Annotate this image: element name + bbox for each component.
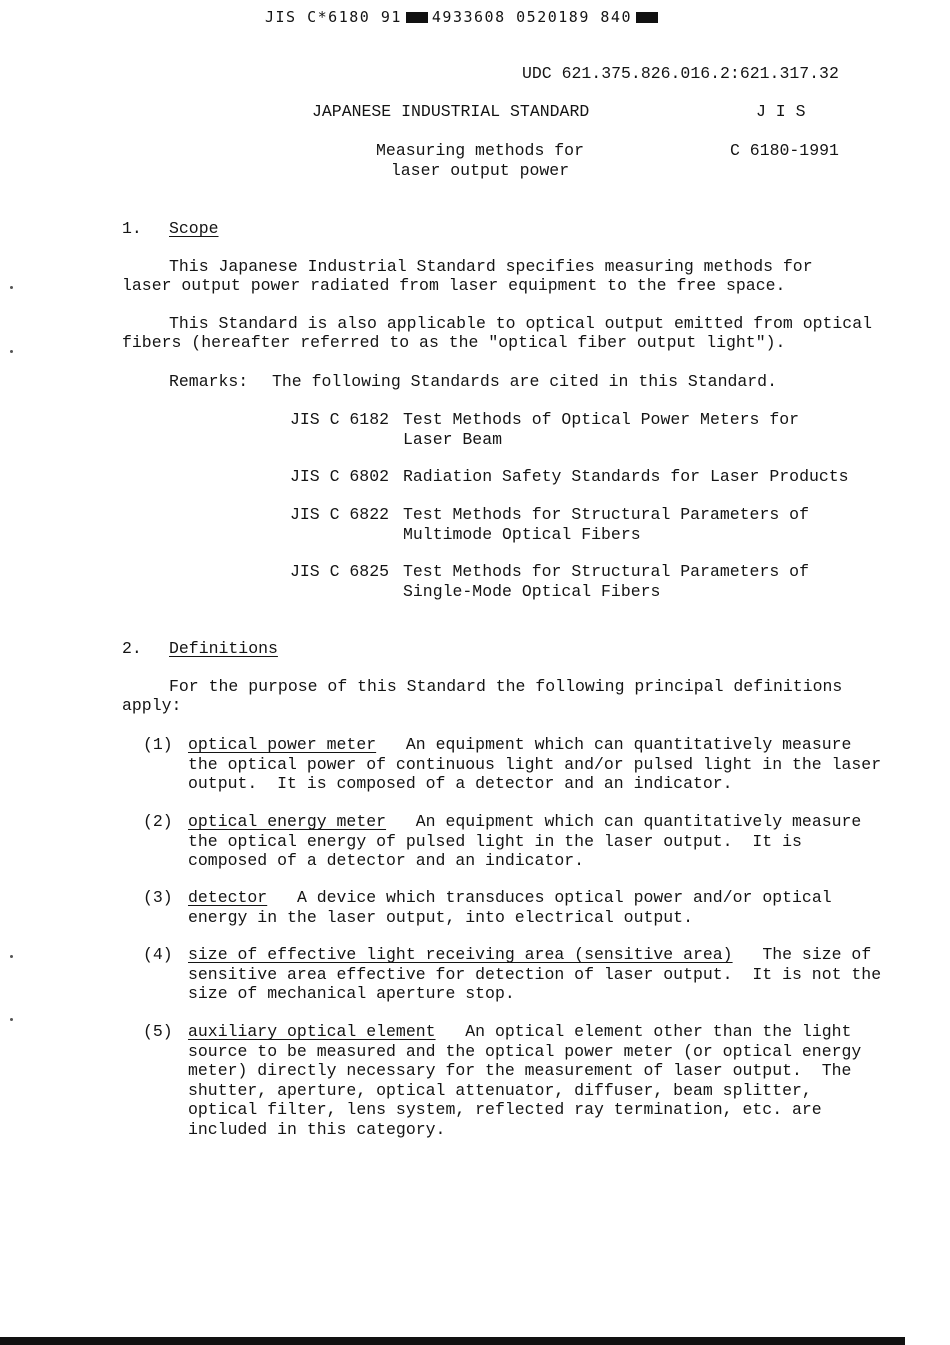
def-text: size of mechanical aperture stop. xyxy=(188,984,515,1003)
def-number: (4) xyxy=(143,945,173,964)
scan-dot xyxy=(10,1018,13,1021)
def-text: composed of a detector and an indicator. xyxy=(188,851,585,870)
scan-dot xyxy=(10,286,13,289)
def-number: (2) xyxy=(143,812,173,831)
remarks-label: Remarks: xyxy=(169,372,249,391)
def-number: (1) xyxy=(143,735,173,754)
def-text: output. It is composed of a detector and an indicator. xyxy=(188,774,733,793)
section-1-heading: Scope xyxy=(169,219,219,238)
cited-code: JIS C 6802 xyxy=(290,467,390,486)
def-number: (5) xyxy=(143,1022,173,1041)
doc-title-line2: laser output power xyxy=(390,160,570,180)
cited-title xyxy=(403,505,809,544)
cited-title-line1: Test Methods for Structural Parameters of xyxy=(403,562,809,581)
jis-label: J I S xyxy=(756,102,806,121)
definitions-intro-line1: For the purpose of this Standard the following principal definitions xyxy=(169,677,843,696)
code-left: JIS C*6180 91 xyxy=(265,8,402,26)
udc-number: UDC 621.375.826.016.2:621.317.32 xyxy=(522,64,839,83)
cited-title-line2: Single-Mode Optical Fibers xyxy=(403,581,661,601)
definition-item-1 xyxy=(188,735,881,794)
def-text: included in this category. xyxy=(188,1119,446,1139)
definitions-intro-line2: apply: xyxy=(122,696,182,715)
code-right: 4933608 0520189 840 xyxy=(431,8,632,26)
scope-p1-line2: laser output power radiated from laser equipment to the free space. xyxy=(122,276,786,295)
cited-code: JIS C 6825 xyxy=(290,562,390,581)
def-term: size of effective light receiving area (sensitive area) xyxy=(188,945,733,964)
def-text: energy in the laser output, into electrical output. xyxy=(188,907,693,927)
def-term: detector xyxy=(188,888,268,907)
definition-item-5 xyxy=(188,1022,861,1139)
def-text: An equipment which can quantitatively measure xyxy=(405,735,852,754)
def-text: An equipment which can quantitatively measure xyxy=(415,812,862,831)
cited-title-line1: Test Methods for Structural Parameters of xyxy=(403,505,809,524)
scan-dot xyxy=(10,955,13,958)
definition-item-2 xyxy=(188,812,861,871)
scope-p1-line1: This Japanese Industrial Standard specifies measuring methods for xyxy=(169,257,813,276)
def-term: optical energy meter xyxy=(188,812,387,831)
def-text: The size of xyxy=(762,945,872,964)
def-text: sensitive area effective for detection of laser output. It is not the xyxy=(188,964,882,984)
cited-title-line2: Multimode Optical Fibers xyxy=(403,524,641,544)
def-text: optical filter, lens system, reflected ray termination, etc. are xyxy=(188,1100,822,1119)
def-text: meter) directly necessary for the measurement of laser output. The xyxy=(188,1061,852,1080)
definition-item-3 xyxy=(188,888,832,927)
cited-title xyxy=(403,562,809,601)
section-2-heading: Definitions xyxy=(169,639,278,658)
def-text: the optical power of continuous light and/or pulsed light in the laser xyxy=(188,754,882,774)
scan-code-line xyxy=(265,8,662,28)
doc-title xyxy=(330,141,630,180)
definition-item-4 xyxy=(188,945,881,1004)
cited-title-line2: Laser Beam xyxy=(403,429,503,449)
def-term: auxiliary optical element xyxy=(188,1022,436,1041)
def-text: shutter, aperture, optical attenuator, diffuser, beam splitter, xyxy=(188,1080,812,1100)
def-term: optical power meter xyxy=(188,735,377,754)
black-mark-icon xyxy=(406,12,428,23)
def-text: An optical element other than the light xyxy=(465,1022,852,1041)
def-text: source to be measured and the optical power meter (or optical energy xyxy=(188,1041,862,1061)
scope-p2-line2: fibers (hereafter referred to as the "optical fiber output light"). xyxy=(122,333,786,352)
def-text: the optical energy of pulsed light in the laser output. It is xyxy=(188,831,802,851)
cited-title-line1: Test Methods of Optical Power Meters for xyxy=(403,410,800,429)
cited-code: JIS C 6182 xyxy=(290,410,390,429)
cited-code: JIS C 6822 xyxy=(290,505,390,524)
def-text: A device which transduces optical power and/or optical xyxy=(296,888,832,907)
black-mark-icon xyxy=(636,12,658,23)
bottom-scan-bar xyxy=(0,1337,905,1345)
section-1-number: 1. xyxy=(122,219,142,238)
remarks-text: The following Standards are cited in this Standard. xyxy=(272,372,777,391)
cited-title xyxy=(403,410,799,449)
scan-dot xyxy=(10,350,13,353)
scope-p2-line1: This Standard is also applicable to optical output emitted from optical xyxy=(169,314,873,333)
doc-number: C 6180-1991 xyxy=(730,141,839,160)
section-2-number: 2. xyxy=(122,639,142,658)
doc-title-line1: Measuring methods for xyxy=(376,141,584,160)
cited-title: Radiation Safety Standards for Laser Products xyxy=(403,467,849,486)
standard-title: JAPANESE INDUSTRIAL STANDARD xyxy=(312,102,590,121)
def-number: (3) xyxy=(143,888,173,907)
